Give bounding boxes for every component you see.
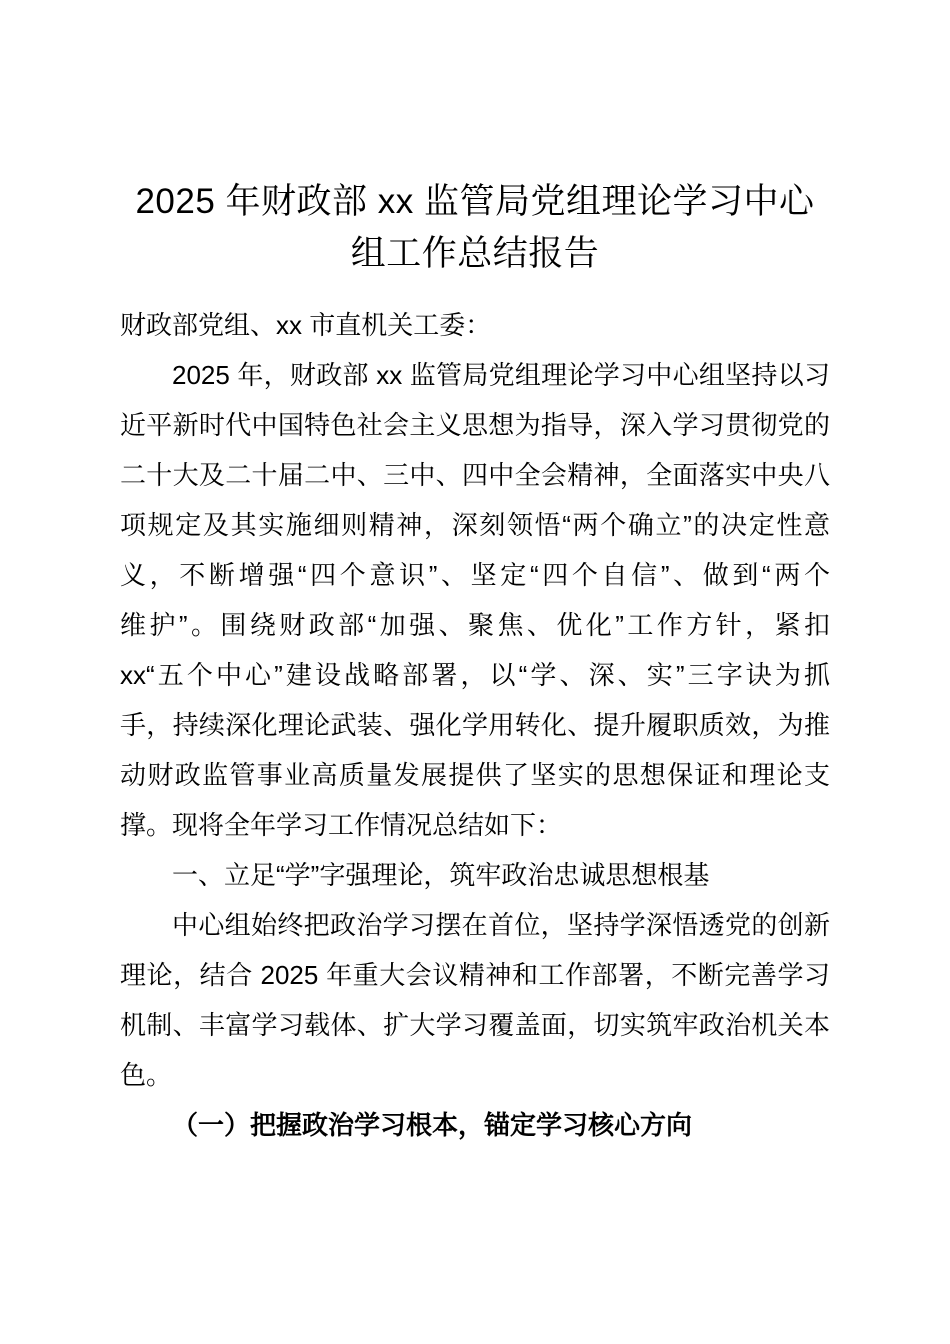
text-line: 色。 xyxy=(120,1060,173,1090)
heading-level1 xyxy=(120,850,830,900)
text-line: 义，不断增强“四个意识”、坚定“四个自信”、做到“两个 xyxy=(120,560,830,590)
text-line: 撑。现将全年学习工作情况总结如下： xyxy=(120,810,563,840)
text-line: 中心组始终把政治学习摆在首位，坚持学深悟透党的创新 xyxy=(172,910,830,940)
paragraph xyxy=(120,900,830,1100)
text-line: （一）把握政治学习根本，锚定学习核心方向 xyxy=(172,1110,693,1140)
text-line: 近平新时代中国特色社会主义思想为指导，深入学习贯彻党的 xyxy=(120,410,830,440)
paragraph xyxy=(120,350,830,850)
text-line: 维护”。围绕财政部“加强、聚焦、优化”工作方针，紧扣 xyxy=(120,610,830,640)
text-line: 一、立足“学”字强理论，筑牢政治忠诚思想根基 xyxy=(172,860,710,890)
text-line: 理论，结合 2025 年重大会议精神和工作部署，不断完善学习 xyxy=(120,960,830,990)
salutation xyxy=(120,300,830,350)
text-line: 二十大及二十届二中、三中、四中全会精神，全面落实中央八 xyxy=(120,460,830,490)
document-body xyxy=(120,300,830,1150)
text-line: 2025 年，财政部 xx 监管局党组理论学习中心组坚持以习 xyxy=(172,360,830,390)
text-line: xx“五个中心”建设战略部署，以“学、深、实”三字诀为抓 xyxy=(120,660,830,690)
heading-level2 xyxy=(120,1100,830,1150)
document-title xyxy=(120,176,830,280)
text-line: 动财政监管事业高质量发展提供了坚实的思想保证和理论支 xyxy=(120,760,830,790)
text-line: 手，持续深化理论武装、强化学用转化、提升履职质效，为推 xyxy=(120,710,830,740)
text-line: 项规定及其实施细则精神，深刻领悟“两个确立”的决定性意 xyxy=(120,510,830,540)
text-line: 机制、丰富学习载体、扩大学习覆盖面，切实筑牢政治机关本 xyxy=(120,1010,830,1040)
text-line: 财政部党组、xx 市直机关工委： xyxy=(120,310,492,340)
document-title-line-2: 组工作总结报告 xyxy=(350,234,600,273)
document-title-line-1: 2025 年财政部 xx 监管局党组理论学习中心 xyxy=(135,182,815,221)
